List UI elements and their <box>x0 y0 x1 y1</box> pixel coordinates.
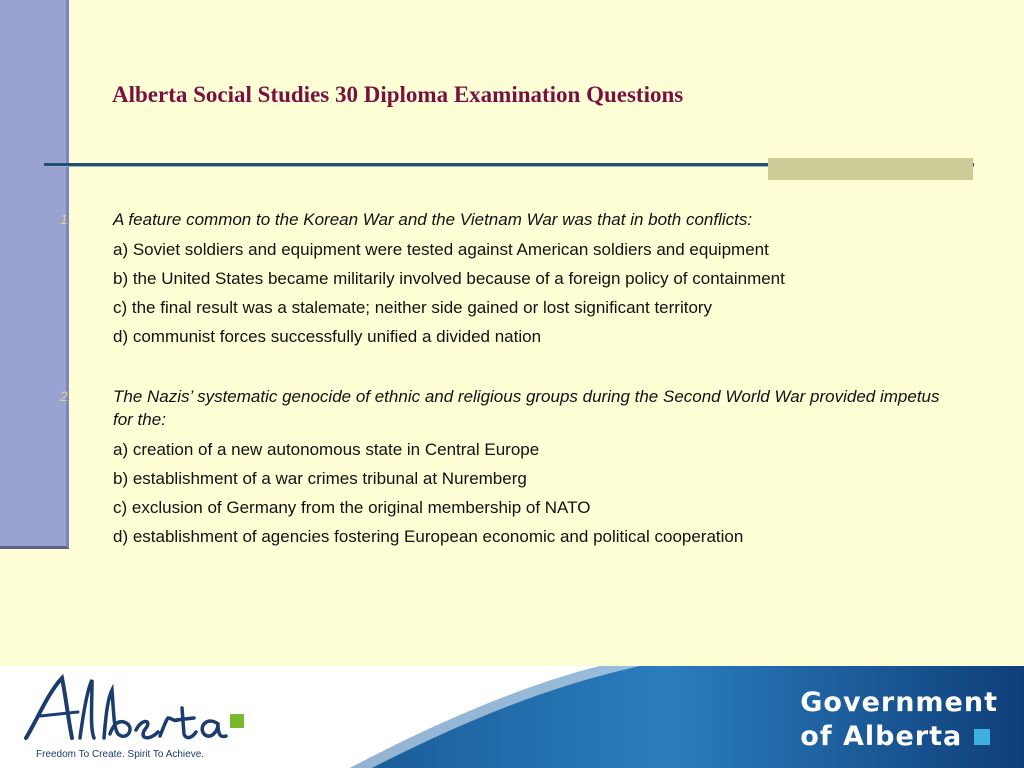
gov-line-2: of Alberta <box>800 721 963 752</box>
answer-option-a: a) creation of a new autonomous state in Central Europe <box>113 440 540 459</box>
question-number: 1. <box>60 211 72 227</box>
footer-tagline: Freedom To Create. Spirit To Achieve. <box>36 749 205 760</box>
question-stem: The Nazis’ systematic genocide of ethnic and religious groups during the Second World War provided impetus for the: <box>113 387 940 429</box>
question-2 <box>0 385 1024 547</box>
question-1 <box>0 208 1024 347</box>
answer-option-d: d) establishment of agencies fostering European economic and political cooperation <box>113 527 744 546</box>
answer-option-d: d) communist forces successfully unified a divided nation <box>113 327 542 346</box>
alberta-logo <box>18 668 248 750</box>
slide-title: Alberta Social Studies 30 Diploma Examination Questions <box>112 82 684 107</box>
blue-square-mark <box>974 729 990 745</box>
question-number: 2. <box>60 388 72 404</box>
answer-option-b: b) the United States became militarily involved because of a foreign policy of containment <box>113 269 785 288</box>
gov-line-1: Government <box>800 687 998 718</box>
answer-option-c: c) the final result was a stalemate; neither side gained or lost significant territory <box>113 298 713 317</box>
footer-banner <box>0 666 1024 768</box>
question-list <box>0 208 1024 566</box>
answer-option-b: b) establishment of a war crimes tribunal at Nuremberg <box>113 469 527 488</box>
answer-option-a: a) Soviet soldiers and equipment were tested against American soldiers and equipment <box>113 240 769 259</box>
divider-accent-block <box>768 158 973 180</box>
answer-option-c: c) exclusion of Germany from the original membership of NATO <box>113 498 591 517</box>
government-of-alberta-wordmark <box>800 686 998 754</box>
question-stem: A feature common to the Korean War and the Vietnam War was that in both conflicts: <box>113 210 753 229</box>
